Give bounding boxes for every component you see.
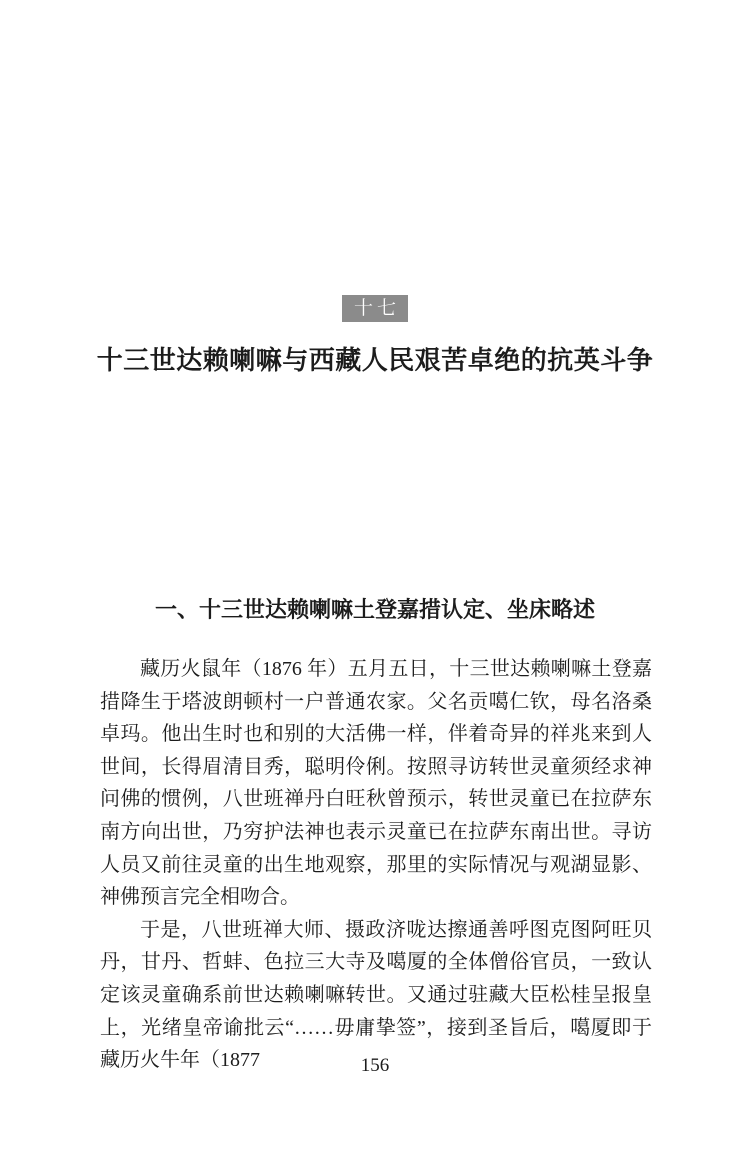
chapter-badge-row xyxy=(0,295,750,322)
paragraph-2: 于是，八世班禅大师、摄政济咙达擦通善呼图克图阿旺贝丹，甘丹、哲蚌、色拉三大寺及噶厦的全体僧俗官员，一致认定该灵童确系前世达赖喇嘛转世。又通过驻藏大臣松桂呈报皇上，光绪皇帝谕批云“……毋庸挚签”，接到圣旨后，噶厦即于藏历火牛年（1877 xyxy=(100,918,652,1072)
chapter-title: 十三世达赖喇嘛与西藏人民艰苦卓绝的抗英斗争 xyxy=(96,346,654,375)
section-heading: 一、十三世达赖喇嘛土登嘉措认定、坐床略述 xyxy=(154,597,595,622)
body-text xyxy=(100,653,652,1077)
paragraph-1: 藏历火鼠年（1876 年）五月五日，十三世达赖喇嘛土登嘉措降生于塔波朗顿村一户普通农家。父名贡噶仁钦，母名洛桑卓玛。他出生时也和别的大活佛一样，伴着奇异的祥兆来到人世间，长得眉清目秀，聪明伶俐。按照寻访转世灵童须经求神问佛的惯例，八世班禅丹白旺秋曾预示，转世灵童已在拉萨东南方向出世，乃穷护法神也表示灵童已在拉萨东南出世。寻访人员又前往灵童的出生地观察，那里的实际情况与观湖显影、神佛预言完全相吻合。 xyxy=(100,658,652,909)
chapter-number-badge: 十七 xyxy=(342,295,408,322)
page-number: 156 xyxy=(360,1055,390,1076)
